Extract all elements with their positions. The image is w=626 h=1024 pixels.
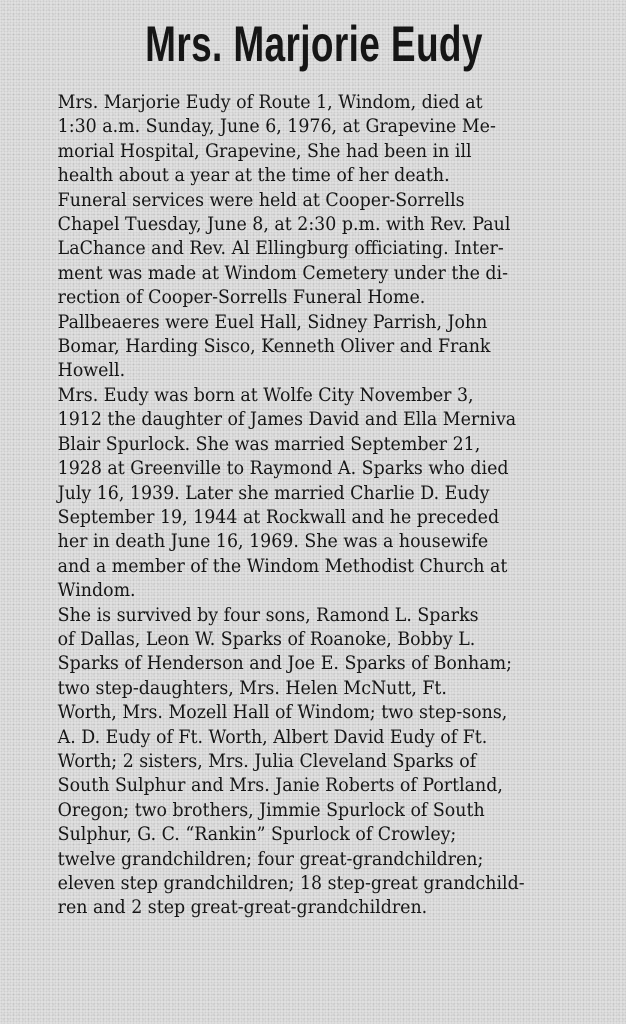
paragraph-line: Worth; 2 sisters, Mrs. Julia Cleveland Sparks of — [57, 750, 477, 772]
paragraph-line: ren and 2 step great-great-grandchildren. — [57, 897, 428, 919]
paragraph-line: Sparks of Henderson and Joe E. Sparks of Bonham; — [57, 653, 512, 675]
paragraph-line: Blair Spurlock. She was married September 21, — [57, 433, 481, 455]
paragraph-line: A. D. Eudy of Ft. Worth, Albert David Eudy of Ft. — [57, 726, 488, 748]
paragraph-line: Funeral services were held at Cooper-Sorrells — [57, 189, 465, 211]
article-paragraph — [24, 604, 604, 921]
paragraph-line: Worth, Mrs. Mozell Hall of Windom; two step-sons, — [57, 702, 508, 724]
paragraph-line: twelve grandchildren; four great-grandchildren; — [57, 848, 484, 870]
paragraph-line: Howell. — [57, 360, 126, 382]
paragraph-line: Pallbeaeres were Euel Hall, Sidney Parrish, John — [57, 311, 488, 333]
paragraph-line: of Dallas, Leon W. Sparks of Roanoke, Bobby L. — [57, 628, 476, 650]
paragraph-line: health about a year at the time of her death. — [57, 165, 450, 187]
paragraph-line: and a member of the Windom Methodist Church at — [57, 555, 508, 577]
paragraph-line: 1:30 a.m. Sunday, June 6, 1976, at Grapevine Me- — [57, 116, 496, 138]
paragraph-line: Oregon; two brothers, Jimmie Spurlock of South — [57, 799, 485, 821]
paragraph-line: her in death June 16, 1969. She was a housewife — [57, 531, 489, 553]
paragraph-line: ment was made at Windom Cemetery under the di- — [57, 262, 508, 284]
article-paragraph — [24, 311, 604, 384]
paragraph-line: She is survived by four sons, Ramond L. Sparks — [57, 604, 479, 626]
paragraph-line: South Sulphur and Mrs. Janie Roberts of Portland, — [57, 775, 503, 797]
paragraph-line: 1928 at Greenville to Raymond A. Sparks who died — [57, 458, 509, 480]
paragraph-line: Windom. — [57, 580, 136, 602]
paragraph-line: eleven step grandchildren; 18 step-great grandchild- — [57, 873, 525, 894]
article-paragraph — [24, 189, 604, 311]
headline: Mrs. Marjorie Eudy — [145, 16, 483, 72]
paragraph-line: LaChance and Rev. Al Ellingburg officiating. Inter- — [57, 238, 504, 260]
paragraph-line: Mrs. Eudy was born at Wolfe City November 3, — [57, 384, 474, 406]
article-body — [24, 91, 604, 921]
paragraph-line: Bomar, Harding Sisco, Kenneth Oliver and Frank — [57, 336, 491, 358]
paragraph-line: rection of Cooper-Sorrells Funeral Home. — [57, 287, 426, 309]
paragraph-line: July 16, 1939. Later she married Charlie D. Eudy — [57, 482, 490, 504]
paragraph-line: Mrs. Marjorie Eudy of Route 1, Windom, died at — [57, 92, 483, 113]
article-paragraph — [24, 91, 604, 189]
paragraph-line: two step-daughters, Mrs. Helen McNutt, Ft. — [57, 677, 447, 699]
paragraph-line: Chapel Tuesday, June 8, at 2:30 p.m. with Rev. Paul — [57, 214, 511, 236]
paragraph-line: Sulphur, G. C. “Rankin” Spurlock of Crowley; — [57, 824, 457, 846]
paragraph-line: September 19, 1944 at Rockwall and he preceded — [57, 506, 500, 528]
article-paragraph — [24, 384, 604, 604]
paragraph-line: 1912 the daughter of James David and Ella Merniva — [57, 409, 517, 431]
paragraph-line: morial Hospital, Grapevine, She had been in ill — [57, 140, 472, 162]
